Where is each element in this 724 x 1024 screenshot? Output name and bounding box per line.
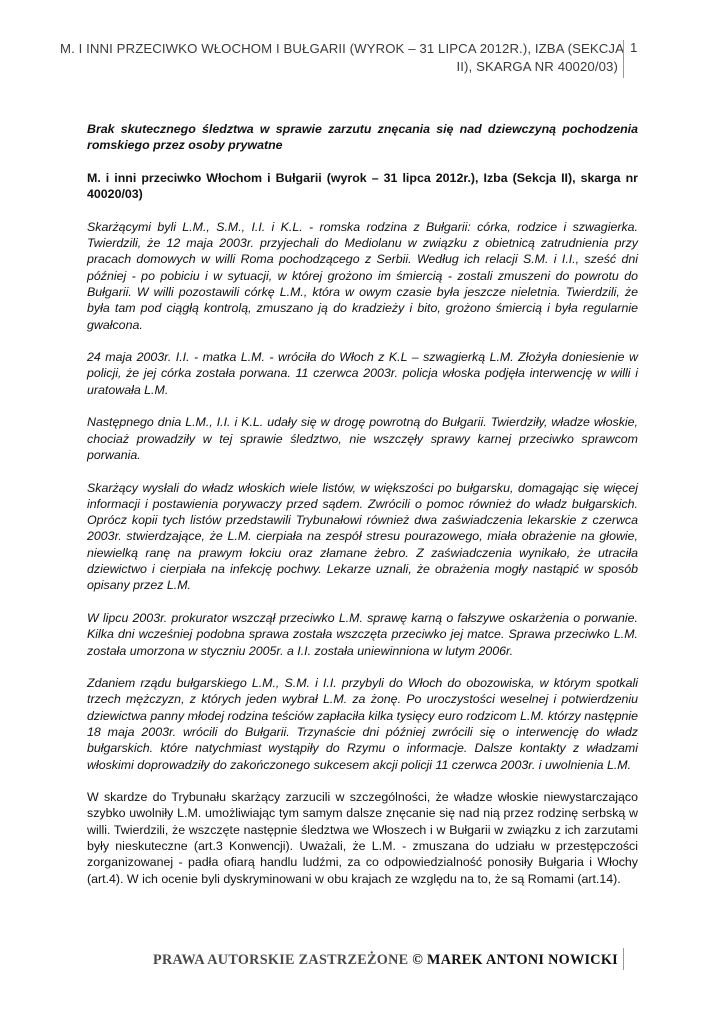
case-heading: M. i inni przeciwko Włochom i Bułgarii (wyrok – 31 lipca 2012r.), Izba (Sekcja II), skarga nr 40020/03) — [87, 170, 638, 202]
paragraph-facts: Skarżącymi byli L.M., S.M., I.I. i K.L. - romska rodzina z Bułgarii: córka, rodzice i szwagierka. Twierdzili, że 12 maja 2003r. przyjechali do Mediolanu w związku z obietnicą zatrudnienia przy pracach domowych w willi Roma pochodzącego z Serbii. Według ich relacji S.M. i I.I., sześć dni później - po pobiciu i w sytuacji, w której grożono im śmiercią - zostali zmuszeni do powrotu do Bułgarii. W willi pozostawili córkę L.M., która w owym czasie była jeszcze nieletnia. Twierdzili, że była tam pod ciągłą kontrolą, zmuszano ją do kradzieży i bito, grożono śmiercią i była regularnie gwałcona. — [87, 219, 638, 332]
paragraph-complaint: W skardze do Trybunału skarżący zarzucili w szczególności, że władze włoskie niewystarczająco szybko uwolniły L.M. umożliwiając tym samym dalsze znęcanie się nad nią przez rodzinę serbską w willi. Twierdzili, że wszczęte następnie śledztwa we Włoszech i w Bułgarii w związku z ich zarzutami były nieskuteczne (art.3 Konwencji). Uważali, że L.M. - zmuszana do udziału w przestępczości zorganizowanej - padła ofiarą handlu ludźmi, za co odpowiedzialność ponosiły Bułgaria i Włochy (art.4). W ich ocenie byli dyskryminowani w obu krajach ze względu na to, że są Romami (art.14). — [87, 790, 638, 886]
copyright-footer — [60, 952, 618, 969]
document-body — [87, 121, 638, 903]
paragraph-journey: Następnego dnia L.M., I.I. i K.L. udały się w drogę powrotną do Bułgarii. Twierdziły, władze włoskie, chociaż prowadziły w tej sprawie śledztwo, nie wszczęły sprawy karnej przeciwko sprawcom porwania. — [87, 415, 638, 462]
header-line-2: II), SKARGA NR 40020/03) — [456, 59, 618, 74]
footer-rights-text: PRAWA AUTORSKIE ZASTRZEŻONE — [153, 952, 409, 968]
paragraph-government-view: Zdaniem rządu bułgarskiego L.M., S.M. i I.I. przybyli do Włoch do obozowiska, w którym spotkali trzech mężczyzn, z których jeden wybrał L.M. za żonę. Po uroczystości weselnej i potwierdzeniu dziewictwa panny młodej rodzina teściów zapłaciła kilka tysięcy euro rodzicom L.M. którzy następnie 18 maja 2003r. wrócili do Bułgarii. Trzynaście dni później zwrócili się o interwencję do władz bułgarskich. które natychmiast wystąpiły do Rzymu o informacje. Dalsze kontakty z władzami włoskimi doprowadziły do zakończonego sukcesem akcji policji 11 czerwca 2003r. i uwolnienia L.M. — [87, 676, 638, 772]
page-number: 1 — [623, 40, 637, 78]
header-line-1: M. I INNI PRZECIWKO WŁOCHOM I BUŁGARII (WYROK – 31 LIPCA 2012R.), IZBA (SEKCJA — [60, 41, 624, 56]
footer-copyright: © MAREK ANTONI NOWICKI — [412, 952, 618, 968]
running-header — [60, 40, 624, 76]
footer-divider — [623, 948, 624, 970]
document-title: Brak skutecznego śledztwa w sprawie zarzutu znęcania się nad dziewczyną pochodzenia romskiego przez osoby prywatne — [87, 122, 638, 153]
paragraph-return: 24 maja 2003r. I.I. - matka L.M. - wróciła do Włoch z K.L – szwagierką L.M. Złożyła doniesienie w policji, że jej córka została porwana. 11 czerwca 2003r. policja włoska podjęła interwencję w willi i uratowała L.M. — [87, 350, 638, 397]
paragraph-prosecution: W lipcu 2003r. prokurator wszczął przeciwko L.M. sprawę karną o fałszywe oskarżenia o porwanie. Kilka dni wcześniej podobna sprawa została wszczęta przeciwko jej matce. Sprawa przeciwko L.M. została umorzona w styczniu 2005r. a I.I. została uniewinniona w lutym 2006r. — [87, 610, 638, 658]
paragraph-letters: Skarżący wysłali do władz włoskich wiele listów, w większości po bułgarsku, domagając się więcej informacji i postawienia porywaczy przed sądem. Zwrócili o pomoc również do władz bułgarskich. Oprócz kopii tych listów przedstawili Trybunałowi również dwa zaświadczenia lekarskie z czerwca 2003r. stwierdzające, że L.M. cierpiała na zespół stresu pourazowego, miała obrażenie na głowie, niewielką ranę na prawym łokciu oraz złamane żebro. Z zaświadczenia wynikało, że utraciła dziewictwo i cierpiała na infekcję pochwy. Lekarze uznali, że obrażenia mogły nastąpić w sposób opisany przez L.M. — [87, 480, 638, 593]
